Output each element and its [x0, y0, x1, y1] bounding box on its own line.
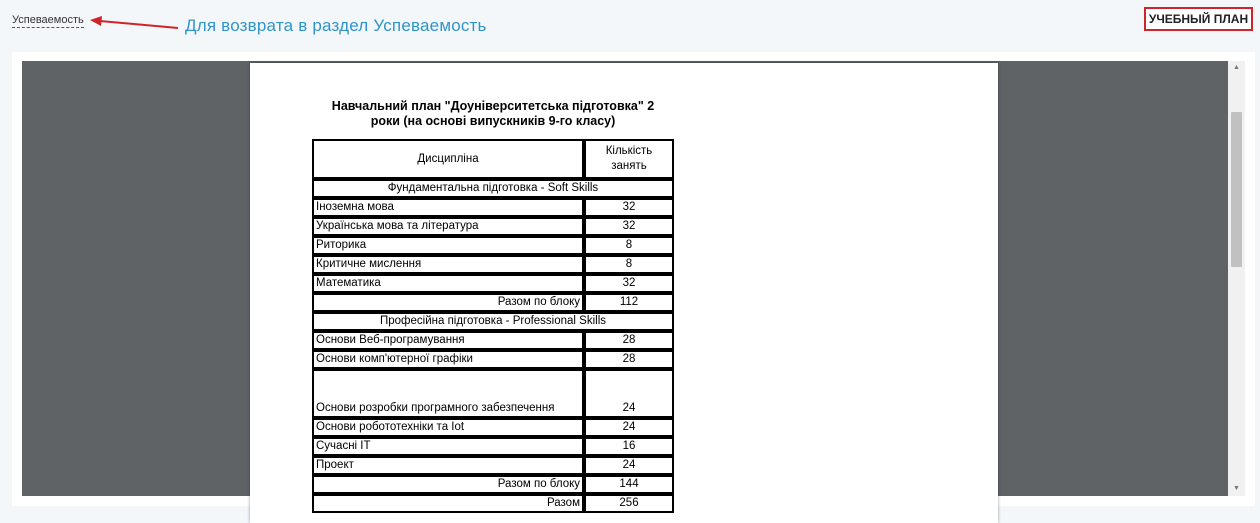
table-row — [312, 236, 674, 255]
lesson-count: 24 — [584, 418, 674, 437]
discipline-name: Іноземна мова — [312, 198, 584, 217]
arrow-annotation-icon — [88, 15, 180, 29]
annotation-text: Для возврата в раздел Успеваемость — [185, 16, 487, 35]
discipline-name: Основи робототехніки та Iot — [312, 418, 584, 437]
discipline-name: Риторика — [312, 236, 584, 255]
block-total-label: Разом по блоку — [312, 475, 584, 494]
discipline-name: Українська мова та література — [312, 217, 584, 236]
discipline-name: Основи Веб-програмування — [312, 331, 584, 350]
lesson-count: 28 — [584, 350, 674, 369]
section-row — [312, 312, 674, 331]
lesson-count: 28 — [584, 331, 674, 350]
table-row — [312, 255, 674, 274]
lesson-count: 32 — [584, 274, 674, 293]
lesson-count: 24 — [584, 456, 674, 475]
lesson-count: 16 — [584, 437, 674, 456]
block-total-value: 112 — [584, 293, 674, 312]
back-link-performance[interactable]: Успеваемость — [12, 14, 84, 26]
table-row — [312, 369, 674, 418]
header-count: Кількість занять — [584, 139, 674, 179]
document-viewer[interactable] — [22, 61, 1228, 509]
discipline-name: Математика — [312, 274, 584, 293]
lesson-count: 24 — [584, 369, 674, 418]
study-plan-button[interactable]: УЧЕБНЫЙ ПЛАН — [1144, 7, 1253, 31]
scrollbar-thumb[interactable] — [1231, 112, 1242, 267]
discipline-name: Основи комп'ютерної графіки — [312, 350, 584, 369]
block-total-row — [312, 293, 674, 312]
lesson-count: 32 — [584, 198, 674, 217]
vertical-scrollbar[interactable] — [1228, 61, 1245, 496]
document-title — [312, 99, 674, 129]
lesson-count: 32 — [584, 217, 674, 236]
table-row — [312, 198, 674, 217]
discipline-name: Сучасні IT — [312, 437, 584, 456]
scroll-down-arrow-icon[interactable]: ▼ — [1233, 485, 1240, 492]
table-row — [312, 350, 674, 369]
block-total-row — [312, 475, 674, 494]
table-row — [312, 437, 674, 456]
discipline-name: Основи розробки програмного забезпечення — [312, 369, 584, 418]
document-viewer-frame — [12, 52, 1255, 509]
section-row — [312, 179, 674, 198]
discipline-name: Критичне мислення — [312, 255, 584, 274]
table-row — [312, 456, 674, 475]
block-total-label: Разом по блоку — [312, 293, 584, 312]
lesson-count: 8 — [584, 236, 674, 255]
section-title: Фундаментальна підготовка - Soft Skills — [312, 179, 674, 198]
title-line-1: Навчальний план "Доуніверситетська підготовка" 2 — [331, 99, 655, 113]
table-row — [312, 418, 674, 437]
grand-total-label: Разом — [312, 494, 584, 513]
table-row — [312, 217, 674, 236]
table-row — [312, 331, 674, 350]
scroll-up-arrow-icon[interactable]: ▲ — [1233, 64, 1240, 71]
block-total-value: 144 — [584, 475, 674, 494]
discipline-name: Проект — [312, 456, 584, 475]
table-row — [312, 274, 674, 293]
table-header — [312, 139, 674, 179]
header-discipline: Дисципліна — [312, 139, 584, 179]
lesson-count: 8 — [584, 255, 674, 274]
top-bar — [0, 0, 1260, 50]
title-line-2: роки (на основі випускників 9-го класу) — [370, 114, 616, 128]
section-title: Професійна підготовка - Professional Skills — [312, 312, 674, 331]
grand-total-value: 256 — [584, 494, 674, 513]
document-page — [250, 63, 998, 523]
curriculum-table — [312, 139, 674, 513]
grand-total-row — [312, 494, 674, 513]
